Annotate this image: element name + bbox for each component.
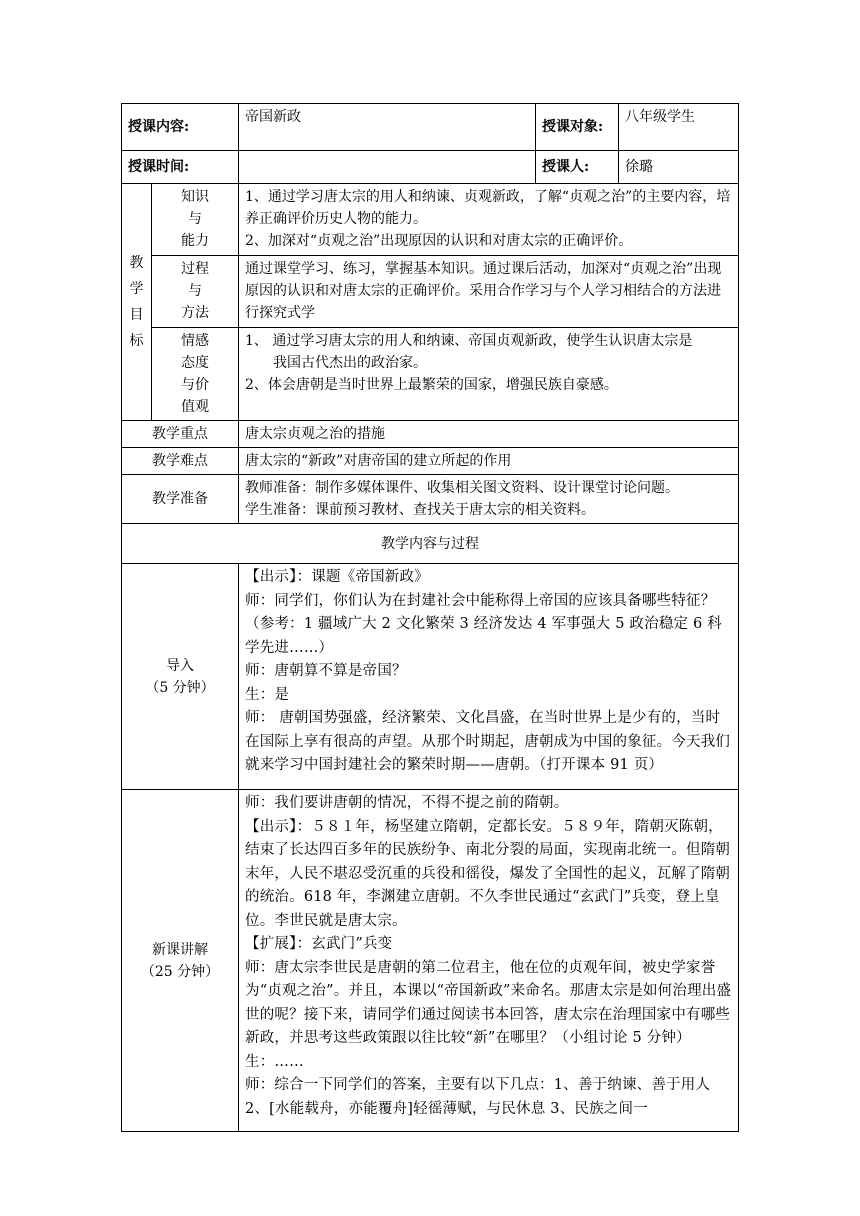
new-lesson-line-6: 师：综合一下同学们的答案，主要有以下几点：1、善于纳谏、善于用人 2、[水能载舟，亦能覆舟]轻徭薄赋，与民休息 3、民族之间一 <box>245 1077 711 1117</box>
emotion-label-line: 与价 <box>181 377 209 393</box>
difficulty-text: 唐太宗的“新政”对唐帝国的建立所起的作用 <box>239 448 739 475</box>
header-row-time <box>122 151 739 184</box>
goal-process-row <box>122 256 739 328</box>
prep-content <box>239 475 739 524</box>
content-label: 授课内容: <box>122 104 239 151</box>
key-point-text: 唐太宗贞观之治的措施 <box>239 421 739 448</box>
knowledge-label-line: 与 <box>188 211 202 227</box>
intro-row <box>122 564 739 790</box>
emotion-line-1: 1、 通过学习唐太宗的用人和纳谏、帝国贞观新政，使学生认识唐太宗是 <box>245 333 693 349</box>
emotion-label-line: 情感 <box>181 333 209 349</box>
time-label: 授课时间: <box>122 151 239 184</box>
emotion-label-line: 值观 <box>181 399 209 415</box>
emotion-label-line: 态度 <box>181 355 209 371</box>
knowledge-content <box>239 184 739 256</box>
key-point-label: 教学重点 <box>122 421 239 448</box>
process-label <box>152 256 239 328</box>
emotion-label <box>152 328 239 421</box>
goals-label-char: 学 <box>129 281 144 297</box>
intro-content <box>239 564 739 790</box>
difficulty-label: 教学难点 <box>122 448 239 475</box>
process-label-line: 方法 <box>181 305 209 321</box>
goals-label-char: 教 <box>129 255 144 271</box>
intro-line-2: 师：同学们，你们认为在封建社会中能称得上帝国的应该具备哪些特征？（参考：1 疆域广大 2 文化繁荣 3 经济发达 4 军事强大 5 政治稳定 6 科学先进……） <box>245 592 722 656</box>
knowledge-label-line: 能力 <box>181 233 209 249</box>
process-content: 通过课堂学习、练习，掌握基本知识。通过课后活动，加深对“贞观之治”出现原因的认识和对唐太宗的正确评价。采用合作学习与个人学习相结合的方法进行探究式学 <box>239 256 739 328</box>
new-lesson-row <box>122 790 739 1132</box>
audience-label: 授课对象: <box>536 104 619 151</box>
goal-knowledge-row <box>122 184 739 256</box>
intro-duration: （5 分钟） <box>145 679 215 696</box>
time-value <box>239 151 536 184</box>
intro-line-5: 师： 唐朝国势强盛，经济繁荣、文化昌盛，在当时世界上是少有的，当时在国际上享有很高的声望。从那个时期起，唐朝成为中国的象征。今天我们就来学习中国封建社会的繁荣时期——唐朝。（打开课本 91 页） <box>245 710 731 773</box>
process-label-line: 与 <box>188 283 202 299</box>
lesson-plan-table <box>121 103 739 1132</box>
goal-emotion-row <box>122 328 739 421</box>
process-label-line: 过程 <box>181 261 209 277</box>
intro-label-text: 导入 <box>166 657 194 674</box>
new-lesson-label-text: 新课讲解 <box>152 941 208 958</box>
content-value: 帝国新政 <box>239 104 536 151</box>
header-row-content <box>122 104 739 151</box>
emotion-line-1b: 我国古代杰出的政治家。 <box>273 355 428 371</box>
prep-row <box>122 475 739 524</box>
intro-line-1: 【出示】：课题《帝国新政》 <box>245 569 429 585</box>
intro-line-4: 生：是 <box>245 686 290 703</box>
new-lesson-label <box>122 790 239 1132</box>
process-title-row <box>122 524 739 564</box>
new-lesson-line-1: 师：我们要讲唐朝的情况，不得不提之前的隋朝。 <box>245 795 569 811</box>
goals-label <box>122 184 152 421</box>
emotion-content <box>239 328 739 421</box>
audience-value: 八年级学生 <box>619 104 739 151</box>
process-title: 教学内容与过程 <box>122 524 739 564</box>
new-lesson-duration: （25 分钟） <box>140 963 220 980</box>
intro-line-3: 师：唐朝算不算是帝国？ <box>245 663 407 679</box>
key-point-row <box>122 421 739 448</box>
goals-label-char: 标 <box>129 333 144 349</box>
prep-student: 学生准备：课前预习教材、查找关于唐太宗的相关资料。 <box>245 502 596 518</box>
teacher-value: 徐璐 <box>619 151 739 184</box>
intro-label <box>122 564 239 790</box>
new-lesson-line-5: 生：…… <box>245 1053 304 1070</box>
knowledge-label-line: 知识 <box>181 189 209 205</box>
difficulty-row <box>122 448 739 475</box>
knowledge-label <box>152 184 239 256</box>
emotion-line-2: 2、体会唐朝是当时世界上最繁荣的国家，增强民族自豪感。 <box>245 377 618 393</box>
goals-label-char: 目 <box>129 307 144 323</box>
teacher-label: 授课人: <box>536 151 619 184</box>
new-lesson-line-2: 【出示】：５８１年，杨坚建立隋朝，定都长安。５８９年，隋朝灭陈朝，结束了长达四百多年的民族纷争、南北分裂的局面，实现南北统一。但隋朝末年，人民不堪忍受沉重的兵役和徭役，爆发了全国性的起义，瓦解了隋朝的统治。618 年，李渊建立唐朝。不久李世民通过“玄武门”兵变，登上皇位。李世民就是唐太宗。 <box>245 818 731 929</box>
prep-teacher: 教师准备：制作多媒体课件、收集相关图文资料、设计课堂讨论问题。 <box>245 480 680 496</box>
new-lesson-content <box>239 790 739 1132</box>
new-lesson-line-3: 【扩展】：玄武门”兵变 <box>245 936 393 952</box>
prep-label: 教学准备 <box>122 475 239 524</box>
knowledge-line-2: 2、加深对“贞观之治”出现原因的认识和对唐太宗的正确评价。 <box>245 233 633 249</box>
knowledge-line-1: 1、通过学习唐太宗的用人和纳谏、贞观新政，了解“贞观之治”的主要内容，培养正确评价历史人物的能力。 <box>245 189 731 227</box>
new-lesson-line-4: 师：唐太宗李世民是唐朝的第二位君主，他在位的贞观年间，被史学家誉为“贞观之治”。并且，本课以“帝国新政”来命名。那唐太宗是如何治理出盛世的呢？接下来，请同学们通过阅读书本回答，唐太宗在治理国家中有哪些新政，并思考这些政策跟以往比较“新”在哪里？（小组讨论 5 分钟） <box>245 959 732 1046</box>
